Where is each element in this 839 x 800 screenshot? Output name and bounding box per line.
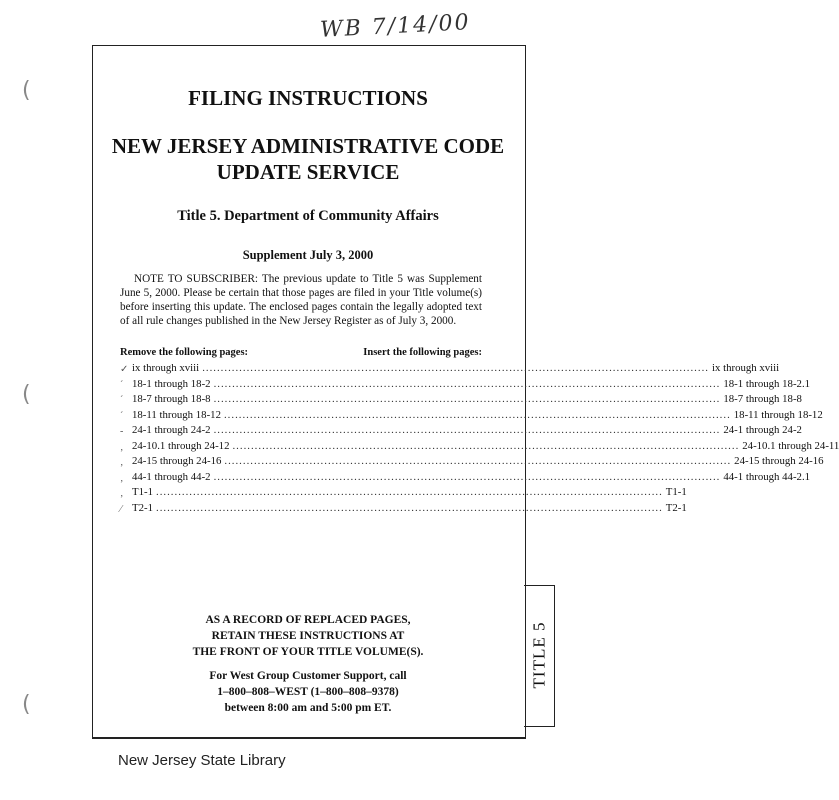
subscriber-note [120, 272, 482, 328]
page-row: - 24-1 through 24-2 ......................................................................................................................................... 24-1 through 24-2 [120, 424, 802, 437]
insert-pages: T2-1 [665, 501, 687, 514]
insert-pages: 24-15 through 24-16 [734, 455, 824, 467]
page-title: FILING INSTRUCTIONS [188, 86, 428, 110]
insert-pages: ix through xviii [711, 362, 780, 374]
remove-pages: 24-1 through 24-2 [132, 424, 211, 436]
remove-pages: 18-11 through 18-12 [132, 408, 221, 421]
check-mark: ´ [120, 395, 124, 406]
supplement-date: Supplement July 3, 2000 [242, 248, 374, 262]
punch-hole-mark: ( [22, 692, 31, 717]
page-row: ⁄ T2-1 ......................................................................................................................................... T2-1 [120, 501, 687, 515]
record-line: THE FRONT OF YOUR TITLE VOLUME(S). [192, 646, 424, 658]
insert-pages: 24-10.1 through 24-11 [742, 439, 839, 452]
page-row: ✓ ix through xviii ......................................................................................................................................... ix through xviii [120, 362, 780, 375]
remove-header: Remove the following pages: [120, 347, 249, 358]
support-hours: between 8:00 am and 5:00 pm ET. [224, 702, 392, 714]
remove-pages: ix through xviii [132, 362, 200, 374]
check-mark: - [120, 426, 124, 437]
support-phone: 1–800–808–WEST (1–800–808–9378) [217, 686, 399, 698]
insert-pages: 44-1 through 44-2.1 [723, 470, 811, 483]
tab-label: TITLE 5 [529, 621, 549, 689]
check-mark: ⁄ [120, 503, 122, 515]
check-mark: ‚ [120, 441, 124, 453]
insert-pages: 18-1 through 18-2.1 [723, 377, 811, 390]
support-line: For West Group Customer Support, call [209, 670, 407, 682]
insert-pages: 24-1 through 24-2 [723, 424, 802, 436]
remove-pages: 44-1 through 44-2 [132, 470, 211, 483]
library-stamp: New Jersey State Library [118, 752, 286, 769]
check-mark: ✓ [120, 364, 129, 375]
pages-list [120, 362, 839, 517]
page-row: ‚ 44-1 through 44-2 ......................................................................................................................................... 44-1 through 44-2.1 [120, 470, 811, 484]
insert-pages: 18-7 through 18-8 [723, 393, 802, 405]
remove-pages: 18-7 through 18-8 [132, 393, 211, 405]
record-notice [92, 612, 524, 660]
check-mark: ´ [120, 410, 124, 422]
check-mark: ´ [120, 379, 124, 391]
insert-pages: 18-11 through 18-12 [733, 408, 823, 421]
insert-header: Insert the following pages: [363, 347, 482, 358]
punch-hole-mark: ( [22, 382, 31, 407]
record-line: RETAIN THESE INSTRUCTIONS AT [211, 630, 405, 642]
page-row: ‚ 24-10.1 through 24-12 ......................................................................................................................................... 24-10.1 through 24-11 [120, 439, 839, 453]
check-mark: ‚ [120, 488, 124, 499]
title-heading: Title 5. Department of Community Affairs [177, 208, 439, 224]
code-title-line2: UPDATE SERVICE [216, 160, 400, 184]
page-row: ‚ T1-1 ......................................................................................................................................... T1-1 [120, 486, 687, 499]
punch-hole-mark: ( [22, 78, 31, 103]
remove-pages: 18-1 through 18-2 [132, 377, 211, 390]
record-line: AS A RECORD OF REPLACED PAGES, [205, 614, 411, 626]
insert-pages: T1-1 [665, 486, 687, 498]
title-tab [524, 585, 554, 725]
check-mark: ‚ [120, 457, 124, 468]
note-text: NOTE TO SUBSCRIBER: The previous update to Title 5 was Supplement June 5, 2000. Please be certain that those pages are filed in your Title volume(s) before inserting this update. The enclosed pages contain the legally adopted text of all rule changes published in the New Jersey Register as of July 3, 2000. [120, 273, 482, 327]
remove-pages: 24-10.1 through 24-12 [132, 439, 230, 452]
handwritten-initials: WB 7/14/00 [319, 10, 472, 43]
remove-pages: 24-15 through 24-16 [132, 455, 222, 467]
customer-support [92, 668, 524, 716]
code-title-line1: NEW JERSEY ADMINISTRATIVE CODE [111, 134, 505, 158]
check-mark: ‚ [120, 472, 124, 484]
page-row: ‚ 24-15 through 24-16 ......................................................................................................................................... 24-15 through 24-16 [120, 455, 824, 468]
page-row: ´ 18-1 through 18-2 ......................................................................................................................................... 18-1 through 18-2.1 [120, 377, 811, 391]
page-row: ´ 18-11 through 18-12 ......................................................................................................................................... 18-11 through 18-12 [120, 408, 823, 422]
page-row: ´ 18-7 through 18-8 ......................................................................................................................................... 18-7 through 18-8 [120, 393, 802, 406]
remove-pages: T2-1 [132, 501, 153, 514]
remove-pages: T1-1 [132, 486, 153, 498]
